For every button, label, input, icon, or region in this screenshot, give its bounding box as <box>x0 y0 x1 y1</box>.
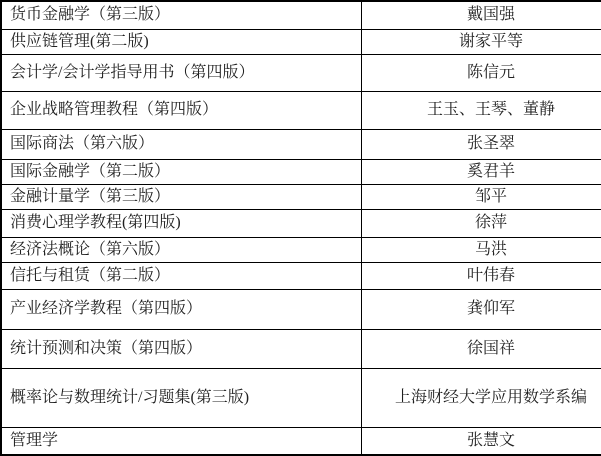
book-title-cell: 金融计量学（第三版） <box>1 184 362 209</box>
author-cell: 上海财经大学应用数学系编 <box>362 368 601 427</box>
book-title-cell: 企业战略管理教程（第四版） <box>1 91 362 129</box>
author-cell: 邹平 <box>362 184 601 209</box>
book-title-cell: 供应链管理(第二版) <box>1 29 362 54</box>
book-title-cell: 消费心理学教程(第四版) <box>1 209 362 237</box>
table-row <box>1 427 601 455</box>
table-row <box>1 54 601 91</box>
book-title-cell: 经济法概论（第六版） <box>1 237 362 262</box>
book-title-cell: 统计预测和决策（第四版） <box>1 329 362 368</box>
book-title-cell: 概率论与数理统计/习题集(第三版) <box>1 368 362 427</box>
table-row <box>1 368 601 427</box>
author-cell: 张慧文 <box>362 427 601 455</box>
author-cell: 戴国强 <box>362 1 601 29</box>
book-title-cell: 货币金融学（第三版） <box>1 1 362 29</box>
author-cell: 叶伟春 <box>362 262 601 289</box>
table-row <box>1 289 601 329</box>
author-cell: 龚仰军 <box>362 289 601 329</box>
table-row <box>1 329 601 368</box>
table-row <box>1 1 601 29</box>
table-row <box>1 184 601 209</box>
author-cell: 徐萍 <box>362 209 601 237</box>
book-title-cell: 产业经济学教程（第四版） <box>1 289 362 329</box>
book-title-cell: 管理学 <box>1 427 362 455</box>
author-cell: 陈信元 <box>362 54 601 91</box>
author-cell: 马洪 <box>362 237 601 262</box>
table-row <box>1 29 601 54</box>
table-row <box>1 237 601 262</box>
author-cell: 王玉、王琴、董静 <box>362 91 601 129</box>
book-title-cell: 国际金融学（第二版） <box>1 159 362 184</box>
table-row <box>1 209 601 237</box>
book-title-cell: 国际商法（第六版） <box>1 129 362 159</box>
book-title-cell: 会计学/会计学指导用书（第四版） <box>1 54 362 91</box>
table-row <box>1 129 601 159</box>
author-cell: 徐国祥 <box>362 329 601 368</box>
table-row <box>1 159 601 184</box>
author-cell: 张圣翠 <box>362 129 601 159</box>
author-cell: 奚君羊 <box>362 159 601 184</box>
table-row <box>1 91 601 129</box>
table-row <box>1 262 601 289</box>
book-title-cell: 信托与租赁（第二版） <box>1 262 362 289</box>
author-cell: 谢家平等 <box>362 29 601 54</box>
